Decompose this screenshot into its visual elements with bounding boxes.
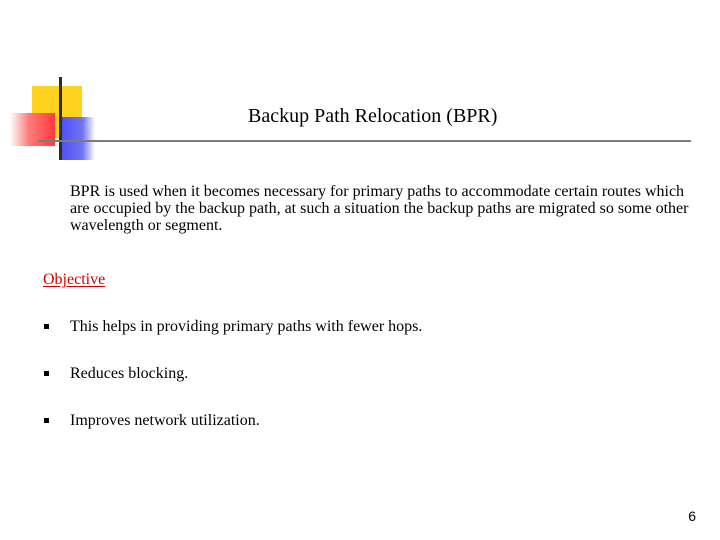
decorative-blue-square (59, 117, 95, 160)
square-bullet-icon (44, 418, 49, 423)
bullet-item (44, 412, 422, 459)
objective-heading: Objective (43, 271, 106, 288)
page-number: 6 (688, 508, 696, 524)
bullet-text: Improves network utilization. (70, 412, 260, 429)
bullet-item (44, 318, 422, 365)
square-bullet-icon (44, 324, 49, 329)
bullet-text: This helps in providing primary paths with fewer hops. (70, 318, 423, 335)
intro-paragraph: BPR is used when it becomes necessary for primary paths to accommodate certain routes which are occupied by the backup path, at such a situation the backup paths are migrated so some other wavelength or segment. (70, 183, 689, 234)
decorative-vertical-line (59, 77, 62, 160)
slide-title: Backup Path Relocation (BPR) (248, 105, 498, 127)
bullet-text: Reduces blocking. (70, 365, 189, 382)
square-bullet-icon (44, 371, 49, 376)
bullet-item (44, 365, 422, 412)
title-divider-line (38, 140, 691, 142)
objective-bullet-list (44, 318, 422, 459)
